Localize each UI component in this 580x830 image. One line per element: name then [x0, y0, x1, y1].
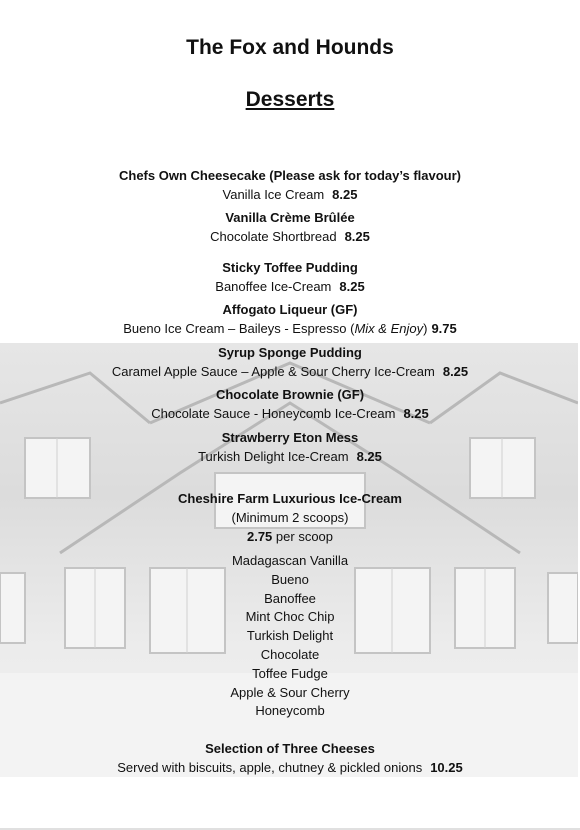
dessert-item [0, 258, 580, 296]
flavour-item: Madagascan Vanilla [231, 553, 349, 568]
dessert-description-note: Mix & Enjoy [354, 321, 424, 336]
dessert-name: Affogato Liqueur (GF) [222, 302, 358, 317]
flavour-item: Chocolate [260, 646, 320, 662]
dessert-description: Caramel Apple Sauce – Apple & Sour Cherry Ice-Cream [111, 364, 435, 379]
dessert-item [0, 208, 580, 246]
flavour-item: Toffee Fudge [252, 665, 328, 681]
flavour-item: Banoffee [264, 590, 316, 606]
dessert-description: Chocolate Sauce - Honeycomb Ice-Cream [151, 406, 396, 421]
dessert-description: Turkish Delight Ice-Cream [198, 449, 349, 464]
dessert-name: Chocolate Brownie (GF) [215, 387, 365, 402]
dessert-description-close: ) [423, 321, 428, 336]
restaurant-name: The Fox and Hounds [186, 36, 394, 59]
cheese-description: Served with biscuits, apple, chutney & pickled onions [117, 760, 423, 775]
menu-section-title: Desserts [245, 88, 335, 111]
icecream-flavour-list [0, 552, 580, 721]
dessert-description: Bueno Ice Cream – Baileys - Espresso ( [123, 321, 355, 336]
icecream-price: 2.75 [246, 529, 273, 544]
dessert-name: Syrup Sponge Pudding [218, 345, 362, 360]
dessert-price: 8.25 [403, 406, 429, 421]
dessert-description: Banoffee Ice-Cream [215, 279, 332, 294]
cheese-name: Selection of Three Cheeses [205, 741, 375, 756]
dessert-item [0, 343, 580, 381]
dessert-description: Vanilla Ice Cream [222, 187, 325, 202]
dessert-name: Vanilla Crème Brûlée [225, 210, 355, 225]
dessert-item [0, 166, 580, 204]
flavour-item: Bueno [271, 571, 309, 587]
icecream-note: (Minimum 2 scoops) [231, 510, 349, 525]
dessert-price: 8.25 [344, 229, 370, 244]
dessert-price: 8.25 [442, 364, 469, 379]
icecream-name: Cheshire Farm Luxurious Ice-Cream [178, 491, 402, 506]
dessert-price: 8.25 [332, 187, 358, 202]
dessert-name: Chefs Own Cheesecake (Please ask for today’s flavour) [119, 168, 461, 183]
icecream-section [0, 489, 580, 546]
dessert-name: Sticky Toffee Pudding [222, 260, 358, 275]
dessert-item [0, 428, 580, 466]
flavour-item: Mint Choc Chip [245, 609, 335, 625]
dessert-item [0, 385, 580, 423]
dessert-name: Strawberry Eton Mess [221, 430, 359, 445]
dessert-description: Chocolate Shortbread [210, 229, 337, 244]
dessert-price: 8.25 [339, 279, 365, 294]
flavour-item: Apple & Sour Cherry [230, 684, 350, 700]
icecream-price-unit: per scoop [275, 529, 334, 544]
dessert-price: 8.25 [356, 449, 382, 464]
dessert-price: 9.75 [431, 321, 457, 336]
cheese-price: 10.25 [430, 760, 463, 775]
cheese-item [0, 739, 580, 777]
dessert-item [0, 300, 580, 338]
flavour-item: Honeycomb [255, 703, 325, 719]
flavour-item: Turkish Delight [246, 628, 334, 644]
